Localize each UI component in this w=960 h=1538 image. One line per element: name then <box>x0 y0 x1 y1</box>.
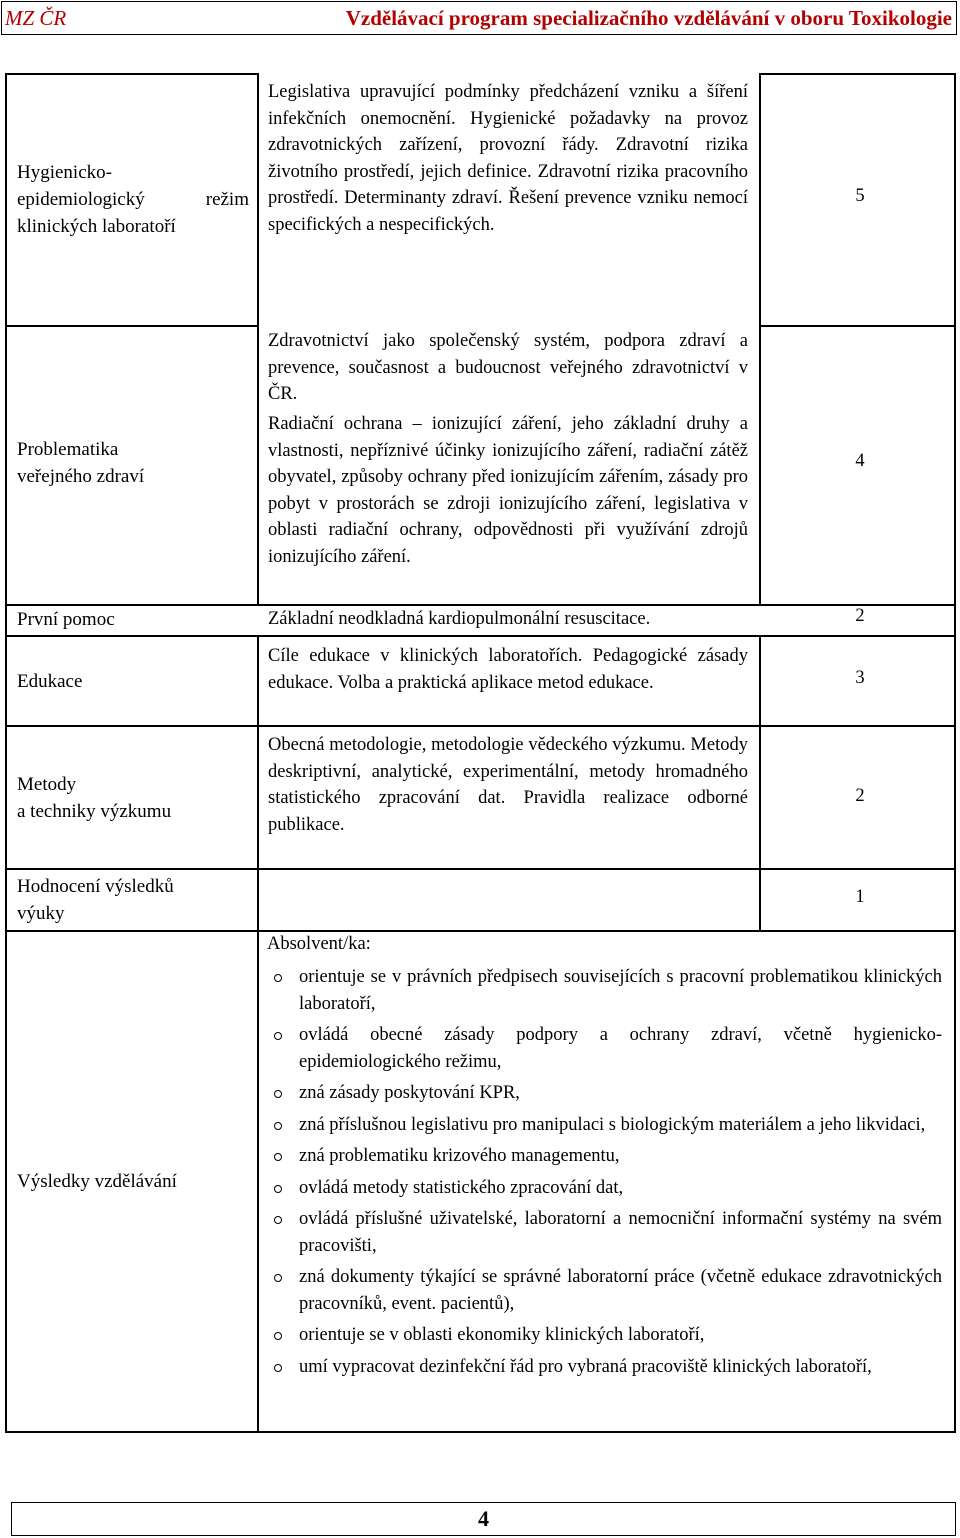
hours-education: 3 <box>855 668 865 688</box>
row-divider-6 <box>5 930 956 932</box>
table-left-border <box>5 73 7 1433</box>
row-divider-4 <box>5 725 956 727</box>
list-item: zná příslušnou legislativu pro manipulaci s biologickým materiálem a jeho likvidaci, <box>268 1112 942 1139</box>
hours-research: 2 <box>855 786 865 806</box>
content-education: Cíle edukace v klinických laboratořích. Pedagogické zásady edukace. Volba a praktická aplikace metod edukace. <box>268 646 748 693</box>
list-item: orientuje se v právních předpisech souvisejících s pracovní problematikou klinických laboratoří, <box>268 964 942 1017</box>
list-item: umí vypracovat dezinfekční řád pro vybraná pracoviště klinických laboratoří, <box>268 1354 942 1381</box>
table-top-border-left <box>5 73 257 75</box>
col-divider-2b <box>759 635 761 930</box>
topic-research <box>17 771 249 825</box>
list-item: zná dokumenty týkající se správné laboratorní práce (včetně edukace zdravotnických pracovníků, event. pacientů), <box>268 1264 942 1317</box>
hours-public-health: 4 <box>855 451 865 471</box>
topic-evaluation <box>17 873 249 927</box>
topic-public-health <box>17 436 249 490</box>
topic-evaluation-line-2: výuky <box>17 903 65 924</box>
table-bottom-border <box>5 1431 956 1433</box>
hours-evaluation: 1 <box>855 887 865 907</box>
list-item: ovládá metody statistického zpracování dat, <box>268 1175 942 1202</box>
results-list <box>268 964 942 1385</box>
header-left: MZ ČR <box>5 5 67 30</box>
page-header <box>1 1 957 35</box>
topic-evaluation-line-1: Hodnocení výsledků <box>17 876 174 897</box>
header-title: Vzdělávací program specializačního vzdělávání v oboru Toxikologie <box>345 5 952 30</box>
table-right-border <box>954 73 956 1433</box>
content-hygiene: Legislativa upravující podmínky předcházení vzniku a šíření infekčních onemocnění. Hygienické požadavky na provoz zdravotnických zařízení, provozní řády. Zdravotní rizika životního prostředí, jejich definice. Zdravotní rizika pracovního prostředí. Determinanty zdraví. Řešení prevence vzniku nemocí specifických a nespecifických. <box>268 82 748 235</box>
topic-public-health-line-2: veřejného zdraví <box>17 466 145 487</box>
topic-education: Edukace <box>17 671 83 692</box>
topic-results: Výsledky vzdělávání <box>17 1171 177 1192</box>
content-first-aid: Základní neodkladná kardiopulmonální resuscitace. <box>268 609 651 629</box>
topic-hygiene <box>17 159 249 240</box>
row-divider-5 <box>5 868 956 870</box>
topic-first-aid: První pomoc <box>17 609 115 630</box>
content-research: Obecná metodologie, metodologie vědeckého výzkumu. Metody deskriptivní, analytické, experimentální, metody hromadného statistického zpracování dat. Pravidla realizace odborné publikace. <box>268 735 748 835</box>
row-divider-1 <box>5 325 257 327</box>
table-top-border-right <box>760 73 956 75</box>
topic-research-line-2: a techniky výzkumu <box>17 801 172 822</box>
row-divider-1-hours <box>760 325 956 327</box>
content-public-health-2: Radiační ochrana – ionizující záření, jeho základní druhy a vlastnosti, nepříznivé účinky ionizujícího záření, radiační zátěž obyvatel, způsoby ochrany před ionizujícím zářením, zásady pro pobyt v prostorách se zdroji ionizujícího záření, legislativa v oblasti radiační ochrany, odpovědnosti při využívání zdrojů ionizujícího záření. <box>268 414 748 567</box>
col-divider-1b <box>257 635 259 1433</box>
hours-first-aid: 2 <box>855 606 865 626</box>
topic-research-line-1: Metody <box>17 774 77 795</box>
topic-hygiene-line-2: epidemiologický režim <box>17 189 249 210</box>
page-number: 4 <box>478 1506 489 1531</box>
col-divider-1a <box>257 73 259 605</box>
list-item: orientuje se v oblasti ekonomiky klinických laboratoří, <box>268 1322 942 1349</box>
topic-public-health-line-1: Problematika <box>17 439 119 460</box>
topic-hygiene-line-3: klinických laboratoří <box>17 216 176 237</box>
hours-hygiene: 5 <box>855 186 865 206</box>
col-divider-2a <box>759 73 761 605</box>
topic-hygiene-line-1: Hygienicko- <box>17 162 112 183</box>
list-item: zná zásady poskytování KPR, <box>268 1080 942 1107</box>
list-item: ovládá příslušné uživatelské, laboratorní a nemocniční informační systémy na svém pracovišti, <box>268 1206 942 1259</box>
list-item: zná problematiku krizového managementu, <box>268 1143 942 1170</box>
content-public-health-1: Zdravotnictví jako společenský systém, podpora zdraví a prevence, současnost a budoucnost veřejného zdravotnictví v ČR. <box>268 331 748 404</box>
row-divider-3 <box>5 635 956 637</box>
results-title: Absolvent/ka: <box>267 934 371 954</box>
list-item: ovládá obecné zásady podpory a ochrany zdraví, včetně hygienicko-epidemiologického režimu, <box>268 1022 942 1075</box>
page-footer <box>11 1502 956 1536</box>
